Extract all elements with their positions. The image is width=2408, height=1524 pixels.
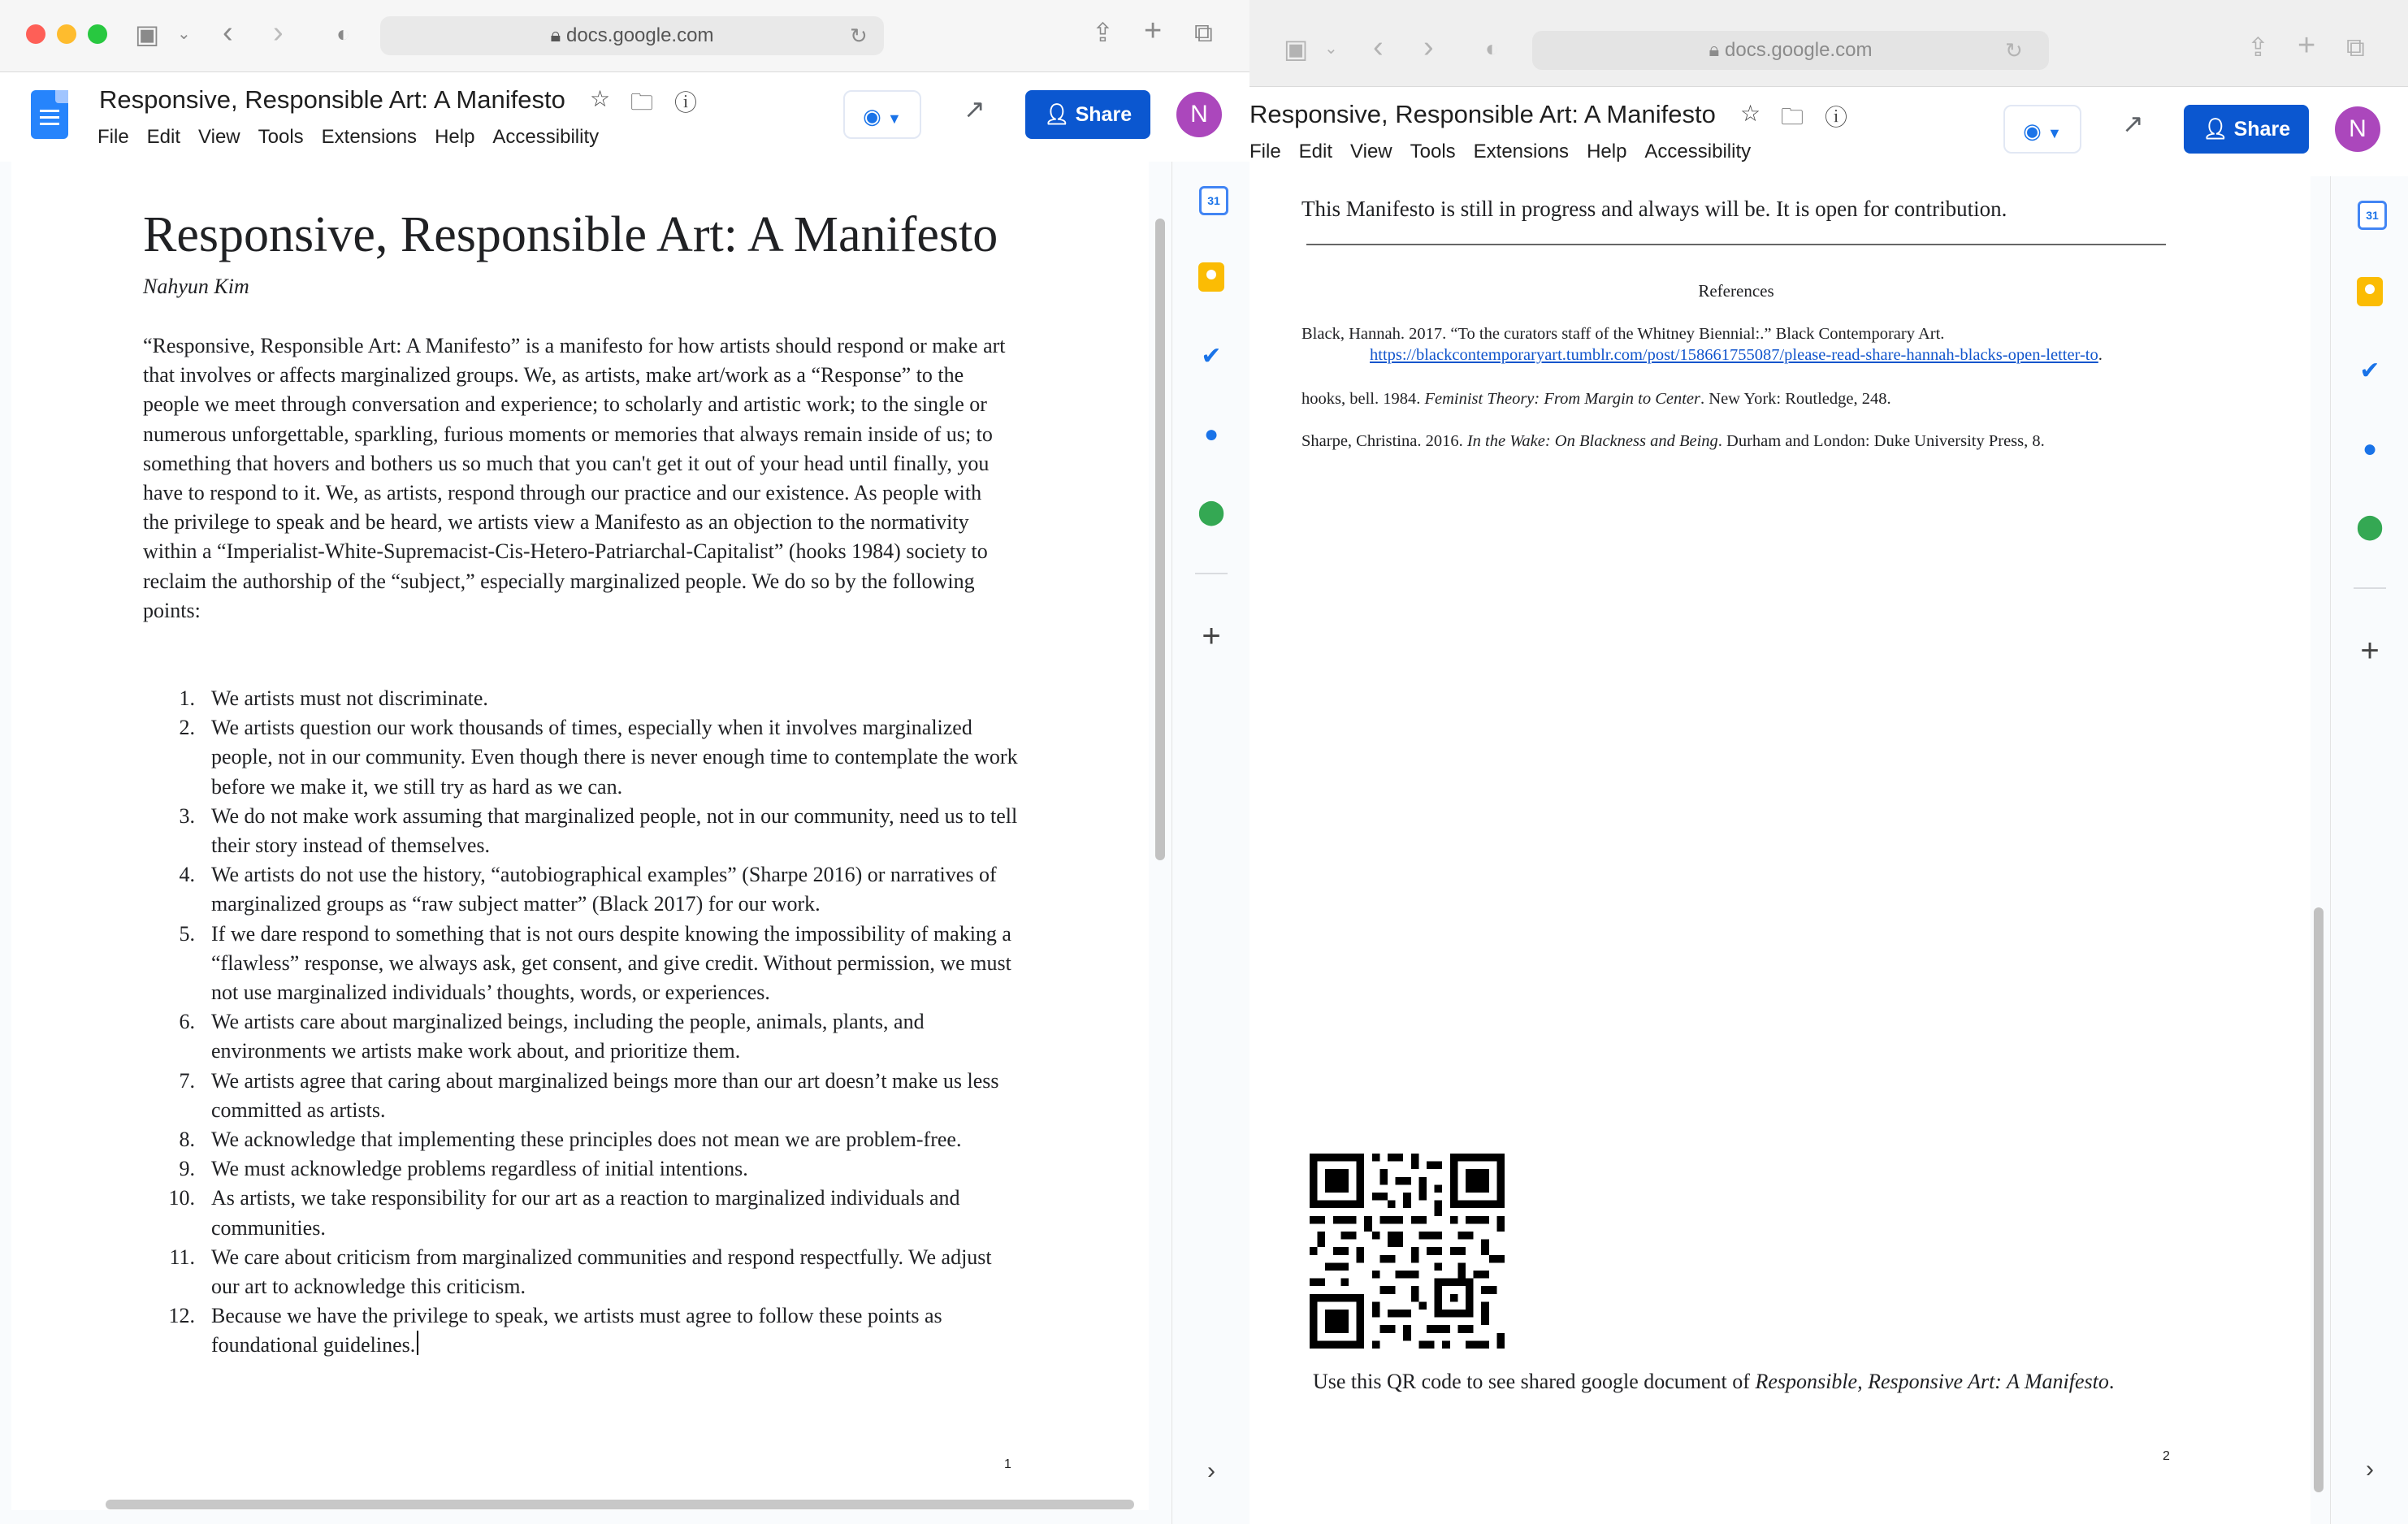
sidebar-toggle-icon[interactable]: ▣ — [135, 19, 160, 49]
qr-caption-text: Use this QR code to see shared google document of — [1313, 1370, 1756, 1393]
list-item-text: We artists care about marginalized beings, including the people, animals, plants, and environments we artists make work about, and prioritize them. — [211, 1010, 925, 1063]
info-icon[interactable]: ⓘ — [1825, 105, 1848, 130]
contacts-icon[interactable]: ● — [2362, 435, 2378, 462]
chevron-right-icon[interactable]: › — [2366, 1456, 2374, 1483]
qr-caption — [1313, 1370, 2114, 1394]
page-title: Responsive, Responsible Art: A Manifesto — [143, 207, 998, 262]
list-item-text: We must acknowledge problems regardless of initial intentions. — [211, 1157, 748, 1181]
sidebar-toggle-icon[interactable]: ▣ — [1284, 34, 1309, 63]
forward-icon[interactable]: › — [1423, 30, 1434, 64]
page-number: 1 — [1004, 1457, 1011, 1471]
new-tab-icon[interactable]: + — [2298, 28, 2316, 63]
list-item — [143, 1125, 1020, 1154]
list-number: 2. — [179, 716, 195, 740]
menu-view[interactable]: View — [1350, 141, 1392, 162]
docs-logo-icon[interactable] — [31, 90, 68, 139]
document-title[interactable]: Responsive, Responsible Art: A Manifesto — [99, 85, 565, 114]
forward-icon[interactable]: › — [273, 15, 284, 50]
list-item-text: We artists do not use the history, “autobiographical examples” (Sharpe 2016) or narratives of marginalized groups as “raw subject matter” (Black 2017) for our work. — [211, 863, 997, 916]
back-icon[interactable]: ‹ — [223, 15, 233, 50]
reference-link[interactable]: https://blackcontemporaryart.tumblr.com/post/158661755087/please-read-share-hannah-blacks-open-letter-to — [1370, 346, 2098, 364]
text-cursor — [417, 1331, 418, 1355]
avatar[interactable]: N — [1176, 92, 1222, 137]
list-item — [143, 684, 1020, 713]
page-number: 2 — [2163, 1449, 2170, 1463]
share-button[interactable] — [2184, 105, 2309, 154]
tab-overview-icon[interactable]: ⧉ — [2346, 32, 2365, 62]
info-icon[interactable]: ⓘ — [674, 90, 698, 115]
star-icon[interactable]: ☆ — [590, 86, 611, 111]
list-item-text: We do not make work assuming that marginalized people, not in our community, need us to tell their story instead of themselves. — [211, 803, 1018, 858]
menu-help[interactable]: Help — [435, 126, 475, 148]
star-icon[interactable]: ☆ — [1740, 101, 1761, 126]
list-item-text: We acknowledge that implementing these principles does not mean we are problem-free. — [211, 1128, 962, 1152]
author-name: Nahyun Kim — [143, 275, 249, 298]
side-panel-divider — [2354, 587, 2386, 589]
list-number: 4. — [179, 863, 195, 887]
move-folder-icon[interactable]: 🗀 — [630, 89, 654, 115]
keep-icon[interactable] — [1198, 262, 1224, 292]
list-item — [143, 1243, 1020, 1301]
share-label: Share — [2233, 118, 2291, 141]
menu-bar — [97, 126, 617, 149]
shield-icon[interactable]: ◐ — [336, 21, 350, 46]
horizontal-rule — [1306, 244, 2166, 245]
tasks-icon[interactable]: ✔ — [1201, 343, 1222, 370]
qr-caption-title: Responsible, Responsive Art: A Manifesto — [1755, 1370, 2109, 1393]
manifesto-points-list — [143, 684, 1020, 1361]
qr-caption-text: . — [2108, 1370, 2115, 1393]
reference-text: . — [2098, 346, 2103, 364]
chevron-down-icon: ▼ — [2047, 125, 2062, 141]
list-item — [143, 713, 1020, 802]
menu-tools[interactable]: Tools — [1410, 141, 1456, 162]
menu-edit[interactable]: Edit — [1298, 141, 1333, 162]
list-number: 7. — [179, 1068, 195, 1093]
address-bar[interactable] — [380, 16, 884, 55]
browser-toolbar — [1249, 0, 2408, 87]
menu-view[interactable]: View — [198, 126, 240, 148]
list-item — [143, 1154, 1020, 1184]
new-tab-icon[interactable]: + — [1144, 14, 1163, 48]
intro-paragraph: “Responsive, Responsible Art: A Manifesto” is a manifesto for how artists should respond or make art that involves or affects marginalized groups. We, as artists, make art/work as a “Response” to the people we meet through conversation and experience; to scholarly and artistic work; to the single or numerous unforgettable, sparkling, furious moments or memories that always remain inside of us; to something that hovers and bothers us so much that you can't get it out of your head until finally, you have to respond to it. We, as artists, respond through our practice and our existence. As people with the privilege to speak and be heard, we artists view a Manifesto as an objection to the normativity within a “Imperialist-White-Supremacist-Cis-Hetero-Patriarchal-Capitalist” (hooks 1984) society to reclaim the authorship of the “subject,” especially marginalized people. We do so by the following points: — [143, 334, 1006, 622]
contacts-icon[interactable]: ● — [1203, 421, 1219, 448]
list-number: 5. — [179, 921, 195, 946]
tasks-icon[interactable]: ✔ — [2359, 357, 2380, 384]
avatar[interactable]: N — [2335, 106, 2380, 152]
url-text: docs.google.com — [1725, 39, 1873, 61]
list-item-text: We care about criticism from marginalized communities and respond respectfully. We adjust our art to acknowledge this criticism. — [211, 1245, 992, 1299]
eye-icon: ◉ — [863, 104, 881, 128]
reference-item — [1301, 431, 2171, 452]
horizontal-scrollbar[interactable] — [106, 1500, 1134, 1509]
list-number: 12. — [168, 1304, 195, 1328]
list-item-text: We artists question our work thousands of times, especially when it involves marginalized people, not in our community. Even though there is never enough time to contemplate the work before we make it, we still try as hard as we can. — [211, 716, 1018, 799]
list-number: 3. — [179, 803, 195, 828]
list-number: 11. — [169, 1245, 195, 1269]
person-add-icon: 👤︎ — [1043, 103, 1070, 126]
tab-overview-icon[interactable]: ⧉ — [1194, 18, 1213, 47]
vertical-scrollbar[interactable] — [1155, 219, 1165, 860]
list-item-text: We artists agree that caring about marginalized beings more than our art doesn’t make us less committed as artists. — [211, 1068, 999, 1122]
shield-icon[interactable]: ◐ — [1485, 36, 1499, 61]
share-sheet-icon[interactable]: ⇪ — [1092, 18, 1114, 47]
list-number: 10. — [168, 1186, 195, 1210]
close-window-button[interactable] — [26, 24, 45, 44]
progress-note: This Manifesto is still in progress and always will be. It is open for contribution. — [1301, 197, 2007, 221]
lock-icon: 🔒︎ — [550, 24, 561, 46]
reference-text: . Durham and London: Duke University Press, 8. — [1717, 432, 2045, 450]
chevron-down-icon[interactable]: ⌄ — [177, 25, 191, 43]
zoom-window-button[interactable] — [88, 24, 107, 44]
list-number: 1. — [179, 686, 195, 710]
reload-icon[interactable]: ↻ — [2005, 38, 2023, 63]
minimize-window-button[interactable] — [57, 24, 76, 44]
list-item — [143, 802, 1020, 860]
document-title[interactable]: Responsive, Responsible Art: A Manifesto — [1249, 100, 1716, 128]
menu-accessibility[interactable]: Accessibility — [1644, 141, 1752, 162]
qr-code[interactable] — [1310, 1154, 1505, 1349]
list-item — [143, 1301, 1020, 1360]
list-item — [143, 860, 1020, 919]
keep-icon[interactable] — [2357, 277, 2383, 306]
menu-tools[interactable]: Tools — [258, 126, 304, 148]
address-bar[interactable] — [1532, 31, 2049, 70]
list-item — [143, 1067, 1020, 1125]
side-panel-divider — [1195, 573, 1228, 574]
reference-text: Black, Hannah. 2017. “To the curators staff of the Whitney Biennial:.” Black Contemporary Art. — [1301, 325, 1945, 343]
view-mode-button[interactable] — [843, 90, 921, 139]
docs-header — [0, 72, 1249, 162]
menu-file[interactable]: File — [1249, 141, 1281, 162]
share-sheet-icon[interactable]: ⇪ — [2247, 32, 2269, 62]
calendar-icon[interactable]: 31 — [2358, 201, 2387, 230]
list-item — [143, 1184, 1020, 1242]
menu-accessibility[interactable]: Accessibility — [492, 126, 600, 148]
activity-trend-icon[interactable]: ↗ — [2122, 109, 2144, 138]
reload-icon[interactable]: ↻ — [850, 24, 868, 48]
maps-icon[interactable]: ⬤ — [1198, 499, 1225, 526]
reference-text: . New York: Routledge, 248. — [1700, 390, 1891, 408]
calendar-icon[interactable]: 31 — [1199, 186, 1228, 215]
list-item — [143, 920, 1020, 1008]
lock-icon: 🔒︎ — [1709, 39, 1720, 61]
chevron-down-icon: ▼ — [887, 110, 902, 127]
reference-title: Feminist Theory: From Margin to Center — [1424, 390, 1701, 408]
reference-text: hooks, bell. 1984. — [1301, 390, 1425, 408]
share-label: Share — [1075, 103, 1133, 126]
reference-item — [1301, 323, 2171, 366]
menu-bar — [1249, 141, 1769, 163]
back-icon[interactable]: ‹ — [1373, 30, 1384, 64]
chevron-right-icon[interactable]: › — [1207, 1457, 1215, 1484]
plus-icon[interactable]: + — [1202, 618, 1221, 654]
list-item — [143, 1007, 1020, 1066]
references-heading: References — [1698, 281, 1774, 301]
list-number: 8. — [179, 1128, 195, 1152]
chevron-down-icon[interactable]: ⌄ — [1324, 40, 1338, 58]
list-number: 9. — [179, 1157, 195, 1181]
reference-text: Sharpe, Christina. 2016. — [1301, 432, 1467, 450]
list-item-text: Because we have the privilege to speak, we artists must agree to follow these points as foundational guidelines. — [211, 1304, 942, 1357]
menu-help[interactable]: Help — [1587, 141, 1627, 162]
docs-header — [1249, 87, 2408, 176]
menu-extensions[interactable]: Extensions — [1473, 141, 1570, 162]
activity-trend-icon[interactable]: ↗ — [964, 94, 985, 123]
view-mode-button[interactable] — [2003, 105, 2081, 154]
side-panel — [1172, 162, 1250, 1524]
menu-file[interactable]: File — [97, 126, 129, 148]
reference-title: In the Wake: On Blackness and Being — [1466, 432, 1718, 450]
side-panel — [2330, 176, 2408, 1524]
maps-icon[interactable]: ⬤ — [2356, 513, 2384, 540]
list-item-text: As artists, we take responsibility for our art as a reaction to marginalized individuals and communities. — [211, 1186, 960, 1240]
share-button[interactable] — [1025, 90, 1150, 139]
url-text: docs.google.com — [566, 24, 714, 46]
person-add-icon: 👤︎ — [2202, 118, 2228, 141]
move-folder-icon[interactable]: 🗀 — [1781, 104, 1804, 129]
list-number: 6. — [179, 1010, 195, 1034]
browser-toolbar — [0, 0, 1249, 72]
reference-item — [1301, 388, 2171, 409]
list-item-text: We artists must not discriminate. — [211, 686, 488, 710]
plus-icon[interactable]: + — [2360, 633, 2380, 669]
menu-edit[interactable]: Edit — [146, 126, 181, 148]
eye-icon: ◉ — [2023, 119, 2042, 143]
menu-extensions[interactable]: Extensions — [321, 126, 418, 148]
vertical-scrollbar[interactable] — [2314, 907, 2324, 1492]
list-item-text: If we dare respond to something that is not ours despite knowing the impossibility of making a “flawless” response, we always ask, get consent, and give credit. Without permission, we must not use marginalized individuals’ thoughts, words, or experiences. — [211, 921, 1011, 1005]
